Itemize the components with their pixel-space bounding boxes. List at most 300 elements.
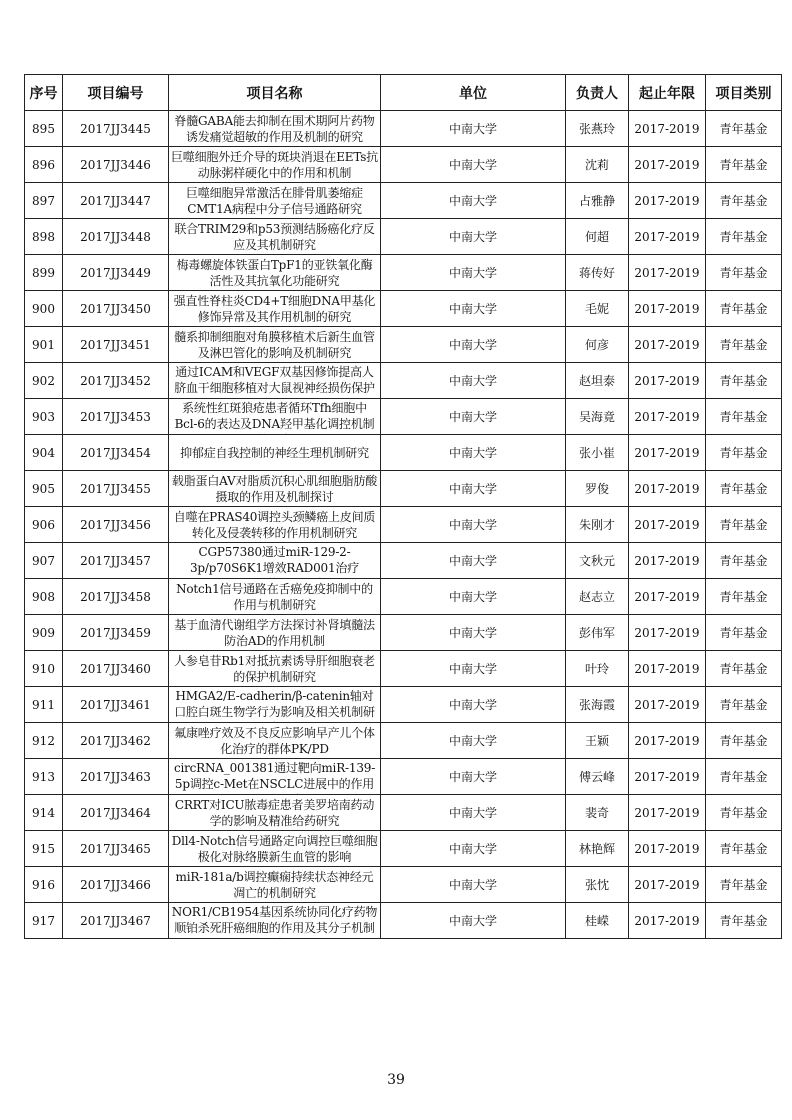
row-name: 氟康唑疗效及不良反应影响早产儿个体化治疗的群体PK/PD bbox=[174, 725, 375, 756]
row-name: circRNA_001381通过靶向miR-139-5p调控c-Met在NSCLC进展中的作用 bbox=[173, 760, 376, 791]
row-name: Notch1信号通路在舌癌免疫抑制中的作用与机制研究 bbox=[176, 581, 373, 612]
row-type: 青年基金 bbox=[719, 158, 768, 172]
row-code-cell bbox=[63, 363, 169, 399]
row-type-cell bbox=[706, 111, 782, 147]
row-seq: 895 bbox=[32, 121, 55, 136]
table-row bbox=[25, 795, 782, 831]
row-code: 2017JJ3451 bbox=[80, 337, 151, 352]
row-unit: 中南大学 bbox=[448, 518, 497, 532]
row-code-cell bbox=[63, 615, 169, 651]
row-name-cell bbox=[169, 579, 381, 615]
row-code: 2017JJ3450 bbox=[80, 301, 151, 316]
row-code-cell bbox=[63, 723, 169, 759]
row-years-cell bbox=[629, 507, 706, 543]
row-code-cell bbox=[63, 183, 169, 219]
row-type: 青年基金 bbox=[719, 698, 768, 712]
row-code-cell bbox=[63, 255, 169, 291]
row-years-cell bbox=[629, 291, 706, 327]
row-seq: 916 bbox=[32, 877, 55, 892]
row-name-cell bbox=[169, 831, 381, 867]
row-name-cell bbox=[169, 795, 381, 831]
row-type-cell bbox=[706, 831, 782, 867]
table-row bbox=[25, 291, 782, 327]
row-years: 2017-2019 bbox=[634, 841, 700, 856]
row-unit-cell bbox=[381, 147, 566, 183]
row-unit-cell bbox=[381, 471, 566, 507]
row-leader: 朱刚才 bbox=[578, 518, 615, 532]
row-years-cell bbox=[629, 219, 706, 255]
row-leader-cell bbox=[566, 687, 629, 723]
row-seq: 917 bbox=[32, 913, 55, 928]
row-unit: 中南大学 bbox=[448, 266, 497, 280]
row-leader-cell bbox=[566, 903, 629, 939]
row-seq-cell bbox=[25, 795, 63, 831]
row-code-cell bbox=[63, 111, 169, 147]
row-leader: 林艳辉 bbox=[578, 842, 615, 856]
row-unit-cell bbox=[381, 291, 566, 327]
row-years-cell bbox=[629, 111, 706, 147]
table-row bbox=[25, 435, 782, 471]
row-leader-cell bbox=[566, 867, 629, 903]
row-unit-cell bbox=[381, 435, 566, 471]
row-code: 2017JJ3456 bbox=[80, 517, 151, 532]
row-unit: 中南大学 bbox=[448, 626, 497, 640]
row-type: 青年基金 bbox=[719, 734, 768, 748]
row-seq: 913 bbox=[32, 769, 55, 784]
row-years: 2017-2019 bbox=[634, 769, 700, 784]
row-name: 联合TRIM29和p53预测结肠癌化疗反应及其机制研究 bbox=[174, 221, 375, 252]
row-code: 2017JJ3447 bbox=[80, 193, 151, 208]
row-seq-cell bbox=[25, 651, 63, 687]
header-code: 项目编号 bbox=[63, 75, 169, 111]
row-code-cell bbox=[63, 399, 169, 435]
row-name-cell bbox=[169, 903, 381, 939]
row-seq: 900 bbox=[32, 301, 55, 316]
row-type-cell bbox=[706, 147, 782, 183]
row-leader: 张燕玲 bbox=[578, 122, 615, 136]
row-type: 青年基金 bbox=[719, 302, 768, 316]
row-code: 2017JJ3460 bbox=[80, 661, 151, 676]
row-unit-cell bbox=[381, 327, 566, 363]
row-type: 青年基金 bbox=[719, 122, 768, 136]
row-code-cell bbox=[63, 219, 169, 255]
row-unit-cell bbox=[381, 795, 566, 831]
row-type-cell bbox=[706, 507, 782, 543]
row-type-cell bbox=[706, 687, 782, 723]
row-unit: 中南大学 bbox=[448, 842, 497, 856]
row-name-cell bbox=[169, 543, 381, 579]
row-unit: 中南大学 bbox=[448, 122, 497, 136]
row-seq-cell bbox=[25, 867, 63, 903]
row-name-cell bbox=[169, 759, 381, 795]
row-name: 自噬在PRAS40调控头颈鳞癌上皮间质转化及侵袭转移的作用机制研究 bbox=[173, 509, 376, 540]
row-leader-cell bbox=[566, 183, 629, 219]
row-code-cell bbox=[63, 291, 169, 327]
table-row bbox=[25, 255, 782, 291]
table-row bbox=[25, 759, 782, 795]
row-type-cell bbox=[706, 543, 782, 579]
row-name-cell bbox=[169, 219, 381, 255]
row-name: 基于血清代谢组学方法探讨补肾填髓法防治AD的作用机制 bbox=[174, 617, 375, 648]
row-type: 青年基金 bbox=[719, 914, 768, 928]
row-leader: 赵坦泰 bbox=[578, 374, 615, 388]
row-type: 青年基金 bbox=[719, 194, 768, 208]
table-row bbox=[25, 147, 782, 183]
project-table bbox=[24, 74, 782, 939]
row-years-cell bbox=[629, 327, 706, 363]
row-code: 2017JJ3464 bbox=[80, 805, 151, 820]
row-years: 2017-2019 bbox=[634, 517, 700, 532]
row-type-cell bbox=[706, 399, 782, 435]
row-years: 2017-2019 bbox=[634, 625, 700, 640]
row-leader-cell bbox=[566, 219, 629, 255]
row-name: 人参皂苷Rb1对抵抗素诱导肝细胞衰老的保护机制研究 bbox=[174, 653, 375, 684]
row-type-cell bbox=[706, 903, 782, 939]
row-code: 2017JJ3452 bbox=[80, 373, 151, 388]
row-years: 2017-2019 bbox=[634, 301, 700, 316]
row-seq: 910 bbox=[32, 661, 55, 676]
row-seq-cell bbox=[25, 399, 63, 435]
row-name-cell bbox=[169, 291, 381, 327]
row-code-cell bbox=[63, 831, 169, 867]
row-type: 青年基金 bbox=[719, 518, 768, 532]
row-seq: 915 bbox=[32, 841, 55, 856]
row-years: 2017-2019 bbox=[634, 157, 700, 172]
row-leader-cell bbox=[566, 759, 629, 795]
row-type-cell bbox=[706, 291, 782, 327]
row-leader: 张忱 bbox=[584, 878, 609, 892]
row-code-cell bbox=[63, 579, 169, 615]
row-name: 梅毒螺旋体铁蛋白TpF1的亚铁氧化酶活性及其抗氧化功能研究 bbox=[176, 257, 373, 288]
row-seq: 908 bbox=[32, 589, 55, 604]
row-years-cell bbox=[629, 255, 706, 291]
row-seq: 901 bbox=[32, 337, 55, 352]
row-unit: 中南大学 bbox=[448, 770, 497, 784]
row-unit-cell bbox=[381, 363, 566, 399]
row-name-cell bbox=[169, 255, 381, 291]
row-name: Dll4-Notch信号通路定向调控巨噬细胞极化对脉络膜新生血管的影响 bbox=[171, 833, 378, 864]
row-name-cell bbox=[169, 435, 381, 471]
row-name: HMGA2/E-cadherin/β-catenin轴对口腔白斑生物学行为影响及相关机制研 bbox=[174, 688, 375, 719]
row-years-cell bbox=[629, 687, 706, 723]
row-seq-cell bbox=[25, 471, 63, 507]
row-unit: 中南大学 bbox=[448, 806, 497, 820]
row-code-cell bbox=[63, 435, 169, 471]
table-row bbox=[25, 831, 782, 867]
row-leader: 裴奇 bbox=[584, 806, 609, 820]
row-type: 青年基金 bbox=[719, 482, 768, 496]
row-unit-cell bbox=[381, 759, 566, 795]
row-seq-cell bbox=[25, 111, 63, 147]
row-type-cell bbox=[706, 723, 782, 759]
row-seq-cell bbox=[25, 579, 63, 615]
row-years-cell bbox=[629, 579, 706, 615]
row-leader-cell bbox=[566, 507, 629, 543]
row-seq-cell bbox=[25, 291, 63, 327]
page-number: 39 bbox=[387, 1072, 405, 1088]
row-unit: 中南大学 bbox=[448, 230, 497, 244]
row-leader: 彭伟军 bbox=[578, 626, 615, 640]
row-unit: 中南大学 bbox=[448, 734, 497, 748]
row-name: 脊髓GABA能去抑制在围术期阿片药物诱发痛觉超敏的作用及机制的研究 bbox=[174, 113, 375, 144]
row-unit: 中南大学 bbox=[448, 338, 497, 352]
row-type-cell bbox=[706, 183, 782, 219]
row-years: 2017-2019 bbox=[634, 445, 700, 460]
row-name: 载脂蛋白AV对脂质沉积心肌细胞脂肪酸摄取的作用及机制探讨 bbox=[171, 473, 378, 504]
row-code-cell bbox=[63, 903, 169, 939]
row-leader-cell bbox=[566, 111, 629, 147]
row-name: CGP57380通过miR-129-2-3p/p70S6K1增效RAD001治疗 bbox=[190, 544, 359, 575]
row-unit: 中南大学 bbox=[448, 914, 497, 928]
row-type: 青年基金 bbox=[719, 410, 768, 424]
row-type: 青年基金 bbox=[719, 338, 768, 352]
row-years: 2017-2019 bbox=[634, 193, 700, 208]
row-code: 2017JJ3462 bbox=[80, 733, 151, 748]
row-seq-cell bbox=[25, 687, 63, 723]
row-seq-cell bbox=[25, 723, 63, 759]
row-name: 髓系抑制细胞对角膜移植术后新生血管及淋巴管化的影响及机制研究 bbox=[174, 329, 375, 360]
row-seq: 909 bbox=[32, 625, 55, 640]
row-unit-cell bbox=[381, 579, 566, 615]
row-unit: 中南大学 bbox=[448, 878, 497, 892]
row-years: 2017-2019 bbox=[634, 337, 700, 352]
table-row bbox=[25, 111, 782, 147]
row-name-cell bbox=[169, 615, 381, 651]
row-leader: 桂嵘 bbox=[584, 914, 609, 928]
row-seq-cell bbox=[25, 615, 63, 651]
row-name-cell bbox=[169, 687, 381, 723]
row-leader: 罗俊 bbox=[584, 482, 609, 496]
row-code-cell bbox=[63, 651, 169, 687]
header-name: 项目名称 bbox=[169, 75, 381, 111]
row-years: 2017-2019 bbox=[634, 373, 700, 388]
table-body bbox=[25, 111, 782, 939]
row-years: 2017-2019 bbox=[634, 265, 700, 280]
row-years: 2017-2019 bbox=[634, 805, 700, 820]
row-type-cell bbox=[706, 471, 782, 507]
row-leader-cell bbox=[566, 615, 629, 651]
table-row bbox=[25, 507, 782, 543]
row-code: 2017JJ3463 bbox=[80, 769, 151, 784]
row-years-cell bbox=[629, 183, 706, 219]
row-leader-cell bbox=[566, 255, 629, 291]
row-seq-cell bbox=[25, 363, 63, 399]
row-type-cell bbox=[706, 327, 782, 363]
row-seq: 914 bbox=[32, 805, 55, 820]
row-code-cell bbox=[63, 507, 169, 543]
row-leader: 毛妮 bbox=[584, 302, 609, 316]
table-row bbox=[25, 867, 782, 903]
row-leader: 叶玲 bbox=[584, 662, 609, 676]
row-seq-cell bbox=[25, 327, 63, 363]
row-leader: 赵志立 bbox=[578, 590, 615, 604]
row-years-cell bbox=[629, 399, 706, 435]
row-seq: 903 bbox=[32, 409, 55, 424]
header-row bbox=[25, 75, 782, 111]
table-row bbox=[25, 327, 782, 363]
row-seq-cell bbox=[25, 183, 63, 219]
row-years-cell bbox=[629, 543, 706, 579]
row-years: 2017-2019 bbox=[634, 913, 700, 928]
row-code: 2017JJ3446 bbox=[80, 157, 151, 172]
row-type-cell bbox=[706, 435, 782, 471]
row-years: 2017-2019 bbox=[634, 697, 700, 712]
row-code-cell bbox=[63, 543, 169, 579]
row-name-cell bbox=[169, 111, 381, 147]
row-seq: 902 bbox=[32, 373, 55, 388]
row-leader: 张小崔 bbox=[578, 446, 615, 460]
row-leader: 吴海竟 bbox=[578, 410, 615, 424]
row-unit-cell bbox=[381, 723, 566, 759]
row-seq-cell bbox=[25, 147, 63, 183]
row-unit: 中南大学 bbox=[448, 446, 497, 460]
row-type: 青年基金 bbox=[719, 590, 768, 604]
row-seq: 899 bbox=[32, 265, 55, 280]
row-unit-cell bbox=[381, 615, 566, 651]
table-row bbox=[25, 651, 782, 687]
row-type-cell bbox=[706, 579, 782, 615]
row-unit: 中南大学 bbox=[448, 662, 497, 676]
row-code-cell bbox=[63, 795, 169, 831]
row-code: 2017JJ3466 bbox=[80, 877, 151, 892]
row-seq: 897 bbox=[32, 193, 55, 208]
row-seq-cell bbox=[25, 507, 63, 543]
row-name: NOR1/CB1954基因系统协同化疗药物顺铂杀死肝癌细胞的作用及其分子机制 bbox=[171, 904, 378, 935]
row-years-cell bbox=[629, 471, 706, 507]
row-code-cell bbox=[63, 327, 169, 363]
row-name-cell bbox=[169, 471, 381, 507]
row-leader-cell bbox=[566, 651, 629, 687]
header-type: 项目类别 bbox=[706, 75, 782, 111]
row-unit-cell bbox=[381, 399, 566, 435]
row-type: 青年基金 bbox=[719, 446, 768, 460]
row-years: 2017-2019 bbox=[634, 733, 700, 748]
row-code: 2017JJ3457 bbox=[80, 553, 151, 568]
row-name-cell bbox=[169, 399, 381, 435]
table-row bbox=[25, 183, 782, 219]
row-name-cell bbox=[169, 147, 381, 183]
row-leader-cell bbox=[566, 723, 629, 759]
row-leader: 沈莉 bbox=[584, 158, 609, 172]
row-name: miR-181a/b调控癫痫持续状态神经元凋亡的机制研究 bbox=[175, 869, 374, 900]
row-seq: 904 bbox=[32, 445, 55, 460]
row-seq-cell bbox=[25, 255, 63, 291]
row-name: 通过ICAM和VEGF双基因修饰提高人脐血干细胞移植对大鼠视神经损伤保护 bbox=[174, 364, 375, 395]
header-years: 起止年限 bbox=[629, 75, 706, 111]
row-years-cell bbox=[629, 615, 706, 651]
row-type-cell bbox=[706, 759, 782, 795]
row-unit: 中南大学 bbox=[448, 482, 497, 496]
row-years: 2017-2019 bbox=[634, 661, 700, 676]
row-unit-cell bbox=[381, 183, 566, 219]
row-seq-cell bbox=[25, 543, 63, 579]
row-name: 巨噬细胞异常激活在腓骨肌萎缩症CMT1A病程中分子信号通路研究 bbox=[185, 185, 363, 216]
row-seq: 896 bbox=[32, 157, 55, 172]
row-years: 2017-2019 bbox=[634, 409, 700, 424]
row-leader-cell bbox=[566, 291, 629, 327]
row-unit-cell bbox=[381, 687, 566, 723]
row-years-cell bbox=[629, 435, 706, 471]
row-unit: 中南大学 bbox=[448, 158, 497, 172]
row-name: 系统性红斑狼疮患者循环Tfh细胞中Bcl-6的表达及DNA羟甲基化调控机制 bbox=[174, 400, 375, 431]
table-row bbox=[25, 615, 782, 651]
row-leader: 何彦 bbox=[584, 338, 609, 352]
row-unit-cell bbox=[381, 831, 566, 867]
row-unit-cell bbox=[381, 111, 566, 147]
row-years-cell bbox=[629, 759, 706, 795]
row-seq: 912 bbox=[32, 733, 55, 748]
row-leader-cell bbox=[566, 435, 629, 471]
table-row bbox=[25, 219, 782, 255]
table-row bbox=[25, 723, 782, 759]
row-code: 2017JJ3461 bbox=[80, 697, 151, 712]
row-code: 2017JJ3459 bbox=[80, 625, 151, 640]
row-seq-cell bbox=[25, 831, 63, 867]
row-code: 2017JJ3453 bbox=[80, 409, 151, 424]
row-years: 2017-2019 bbox=[634, 121, 700, 136]
row-name: 抑郁症自我控制的神经生理机制研究 bbox=[180, 445, 369, 460]
header-leader: 负责人 bbox=[566, 75, 629, 111]
row-unit-cell bbox=[381, 219, 566, 255]
row-leader-cell bbox=[566, 795, 629, 831]
row-years-cell bbox=[629, 363, 706, 399]
row-years-cell bbox=[629, 867, 706, 903]
row-years-cell bbox=[629, 147, 706, 183]
row-type-cell bbox=[706, 255, 782, 291]
row-code: 2017JJ3445 bbox=[80, 121, 151, 136]
row-unit: 中南大学 bbox=[448, 590, 497, 604]
row-leader-cell bbox=[566, 831, 629, 867]
header-unit: 单位 bbox=[381, 75, 566, 111]
table-row bbox=[25, 579, 782, 615]
row-leader-cell bbox=[566, 543, 629, 579]
row-type-cell bbox=[706, 219, 782, 255]
row-leader: 文秋元 bbox=[578, 554, 615, 568]
row-leader: 占雅静 bbox=[578, 194, 615, 208]
row-unit: 中南大学 bbox=[448, 554, 497, 568]
row-years-cell bbox=[629, 651, 706, 687]
row-years-cell bbox=[629, 723, 706, 759]
row-seq: 905 bbox=[32, 481, 55, 496]
row-code-cell bbox=[63, 471, 169, 507]
row-leader-cell bbox=[566, 363, 629, 399]
row-leader-cell bbox=[566, 399, 629, 435]
row-code-cell bbox=[63, 759, 169, 795]
row-leader: 王颖 bbox=[584, 734, 609, 748]
row-leader: 张海霞 bbox=[578, 698, 615, 712]
row-unit: 中南大学 bbox=[448, 410, 497, 424]
row-leader-cell bbox=[566, 147, 629, 183]
row-code-cell bbox=[63, 867, 169, 903]
row-name: 强直性脊柱炎CD4+T细胞DNA甲基化修饰异常及其作用机制的研究 bbox=[173, 293, 376, 324]
row-unit: 中南大学 bbox=[448, 302, 497, 316]
table-row bbox=[25, 363, 782, 399]
row-code: 2017JJ3458 bbox=[80, 589, 151, 604]
row-type-cell bbox=[706, 615, 782, 651]
row-seq-cell bbox=[25, 219, 63, 255]
row-years-cell bbox=[629, 831, 706, 867]
header-seq: 序号 bbox=[25, 75, 63, 111]
row-type: 青年基金 bbox=[719, 374, 768, 388]
row-type: 青年基金 bbox=[719, 554, 768, 568]
row-years: 2017-2019 bbox=[634, 481, 700, 496]
table-row bbox=[25, 687, 782, 723]
row-unit-cell bbox=[381, 903, 566, 939]
row-name: CRRT对ICU脓毒症患者美罗培南药动学的影响及精准给药研究 bbox=[174, 797, 375, 828]
row-code: 2017JJ3449 bbox=[80, 265, 151, 280]
row-seq-cell bbox=[25, 759, 63, 795]
row-leader: 蒋传好 bbox=[578, 266, 615, 280]
